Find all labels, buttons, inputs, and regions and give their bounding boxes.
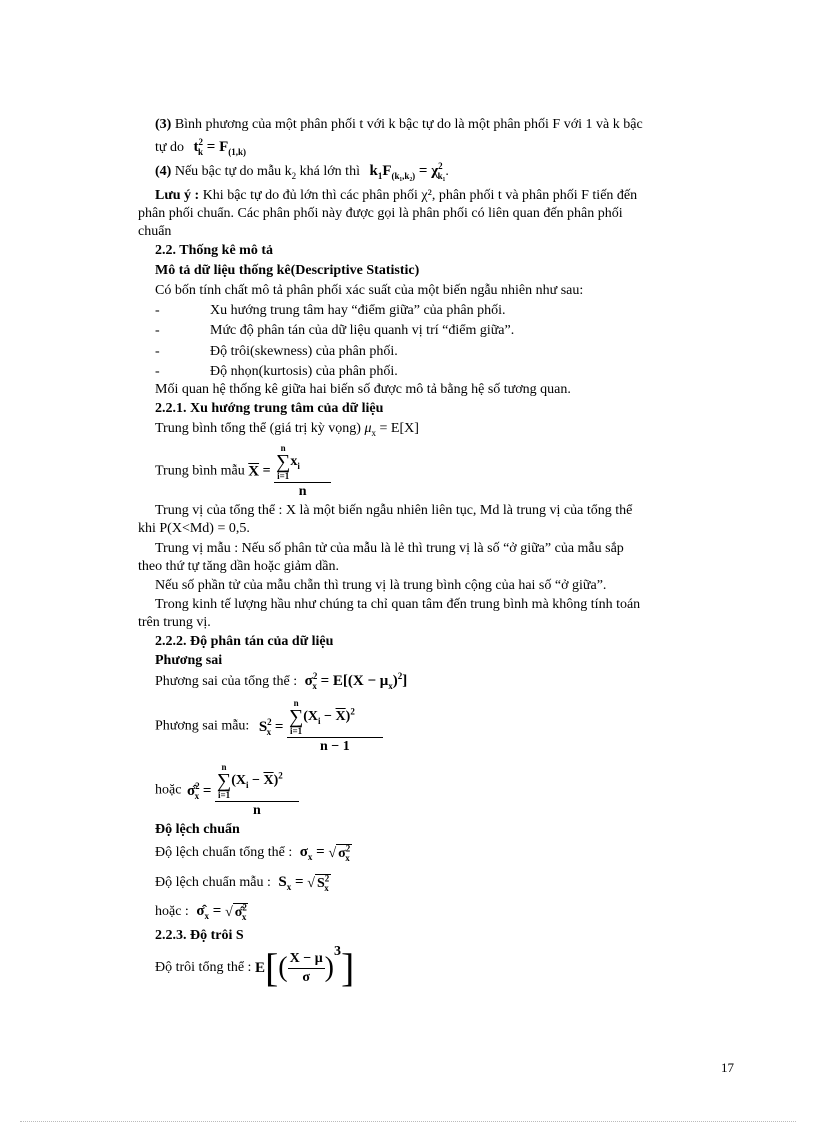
section-2-2-3-title: 2.2.3. Độ trôi S (155, 928, 244, 943)
sqrt-s: √ $S^2_x$ (307, 873, 330, 893)
bullet-item: - Độ nhọn(kurtosis) của phân phối. (155, 364, 398, 379)
bullet-item: - Mức độ phân tán của dữ liệu quanh vị trí “điểm giữa”. (155, 323, 515, 338)
sqrt-sigmahat: √ σ̂$^2_x$ (225, 902, 247, 922)
std-dev-title: Độ lệch chuẩn (155, 822, 240, 837)
item-number: (4) (155, 164, 172, 179)
item-text: tự do (155, 140, 184, 155)
variance-title: Phương sai (155, 653, 223, 668)
population-mean: Trung bình tổng thể (giá trị kỳ vọng) $\mu_x = E[X]$ (155, 421, 419, 438)
item-3-line2 (155, 139, 246, 156)
formula-t-squared: $t^2_k = F_{(1,k)}$ (193, 137, 246, 157)
median-sample-line1: Trung vị mẫu : Nếu số phân tử của mẫu là lẻ thì trung vị là số “ở giữa” của mẫu sắp (155, 541, 624, 556)
formula-chi-limit: $k_1F_{(k_1,k_2)} = \chi^2_{k_1}$ (369, 161, 446, 181)
population-std-dev: Độ lệch chuẩn tổng thể : $\sigma_x$ = √ $\sigma^2_x$ (155, 843, 351, 863)
page-number: 17 (721, 1060, 734, 1075)
sample-std-dev-alt: hoặc : $\sigmâ_x$ = √ σ̂$^2_x$ (155, 902, 247, 922)
note-line1: Lưu ý : Khi bậc tự do đủ lớn thì các phân phối χ², phân phối t và phân phối F tiến đến (155, 188, 638, 203)
section-2-2-subtitle: Mô tả dữ liệu thống kê(Descriptive Statistic) (155, 263, 420, 278)
sample-variance-fraction: n ∑ $i=1(X_i - \overline{X})^2$ n − 1 (287, 698, 383, 755)
section-2-2-2-title: 2.2.2. Độ phân tán của dữ liệu (155, 634, 334, 649)
note-line2: phân phối chuẩn. Các phân phối này được gọi là phân phối có liên quan đến phân phối (138, 206, 623, 221)
bullet-item: - Xu hướng trung tâm hay “điểm giữa” của phân phối. (155, 303, 506, 318)
sample-variance: Phương sai mẫu: $S^2_x$ = n ∑ $i=1(X_i - \overline{X})^2$ n − 1 (155, 698, 383, 756)
item-3-line1 (155, 117, 738, 133)
relation-text: Mối quan hệ thống kê giữa hai biến số được mô tả bằng hệ số tương quan. (155, 382, 571, 397)
median-population-line1: Trung vị của tổng thể : X là một biến ngẫu nhiên liên tục, Md là trung vị của tổng thể (155, 503, 633, 518)
sample-mean-fraction: n ∑ $i=1x_i$ n (274, 443, 331, 500)
econometrics-line2: trên trung vị. (138, 615, 211, 630)
bullet-item: - Độ trôi(skewness) của phân phối. (155, 344, 398, 359)
population-skewness: Độ trôi tổng thể : E[( $\frac{X - \mu}{\sigma}$ )$^3$] (155, 944, 355, 990)
sample-std-dev: Độ lệch chuẩn mẫu : $S_x$ = √ $S^2_x$ (155, 873, 330, 893)
econometrics-line1: Trong kinh tế lượng hầu như chúng ta chỉ quan tâm đến trung bình mà không tính toán (155, 597, 641, 612)
item-4: (4) Nếu bậc tự do mẫu $k_2$ khá lớn thì $k_1F_{(k_1,k_2)} = \chi^2_{k_1}$. (155, 161, 449, 181)
population-variance: Phương sai của tổng thể : $\sigma^2_x = E[(X - \mu_x)^2]$ (155, 671, 408, 691)
median-sample-line2: theo thứ tự tăng dần hoặc giảm dần. (138, 559, 340, 574)
median-sample-line3: Nếu số phần tử của mẫu chẵn thì trung vị là trung bình cộng của hai số “ở giữa”. (155, 578, 607, 593)
section-2-2-1-title: 2.2.1. Xu hướng trung tâm của dữ liệu (155, 401, 384, 416)
sample-variance-alt-fraction: n ∑ $i=1(X_i - \overline{X})^2$ n (215, 762, 299, 819)
section-2-2-intro: Có bốn tính chất mô tả phân phối xác suất của một biến ngẫu nhiên như sau: (155, 283, 584, 298)
note-label: Lưu ý : (155, 188, 200, 203)
page-bottom-dotted-rule (20, 1121, 796, 1122)
formula-population-variance: $\sigma^2_x = E[(X - \mu_x)^2]$ (304, 671, 408, 691)
item-number: (3) (155, 117, 172, 132)
sqrt-sigma: √ $\sigma^2_x$ (328, 843, 351, 863)
sample-variance-alt: hoặc σ̂$^2_x$ = n ∑ $i=1(X_i - \overline{X})^2$ n (155, 762, 299, 818)
note-line3: chuẩn (138, 224, 172, 239)
item-text: Bình phương của một phân phối t với k bậc tự do là một phân phối F với 1 và k bậc (171, 117, 643, 132)
median-population-line2: khi P(X<Md) = 0,5. (138, 521, 250, 536)
section-2-2-title: 2.2. Thống kê mô tả (155, 243, 273, 258)
skewness-fraction: $\frac{X - \mu}{\sigma}$ (289, 950, 323, 985)
sample-mean: Trung bình mẫu $\overline{X}$ = n ∑ $i=1x_i$ n (155, 443, 331, 497)
